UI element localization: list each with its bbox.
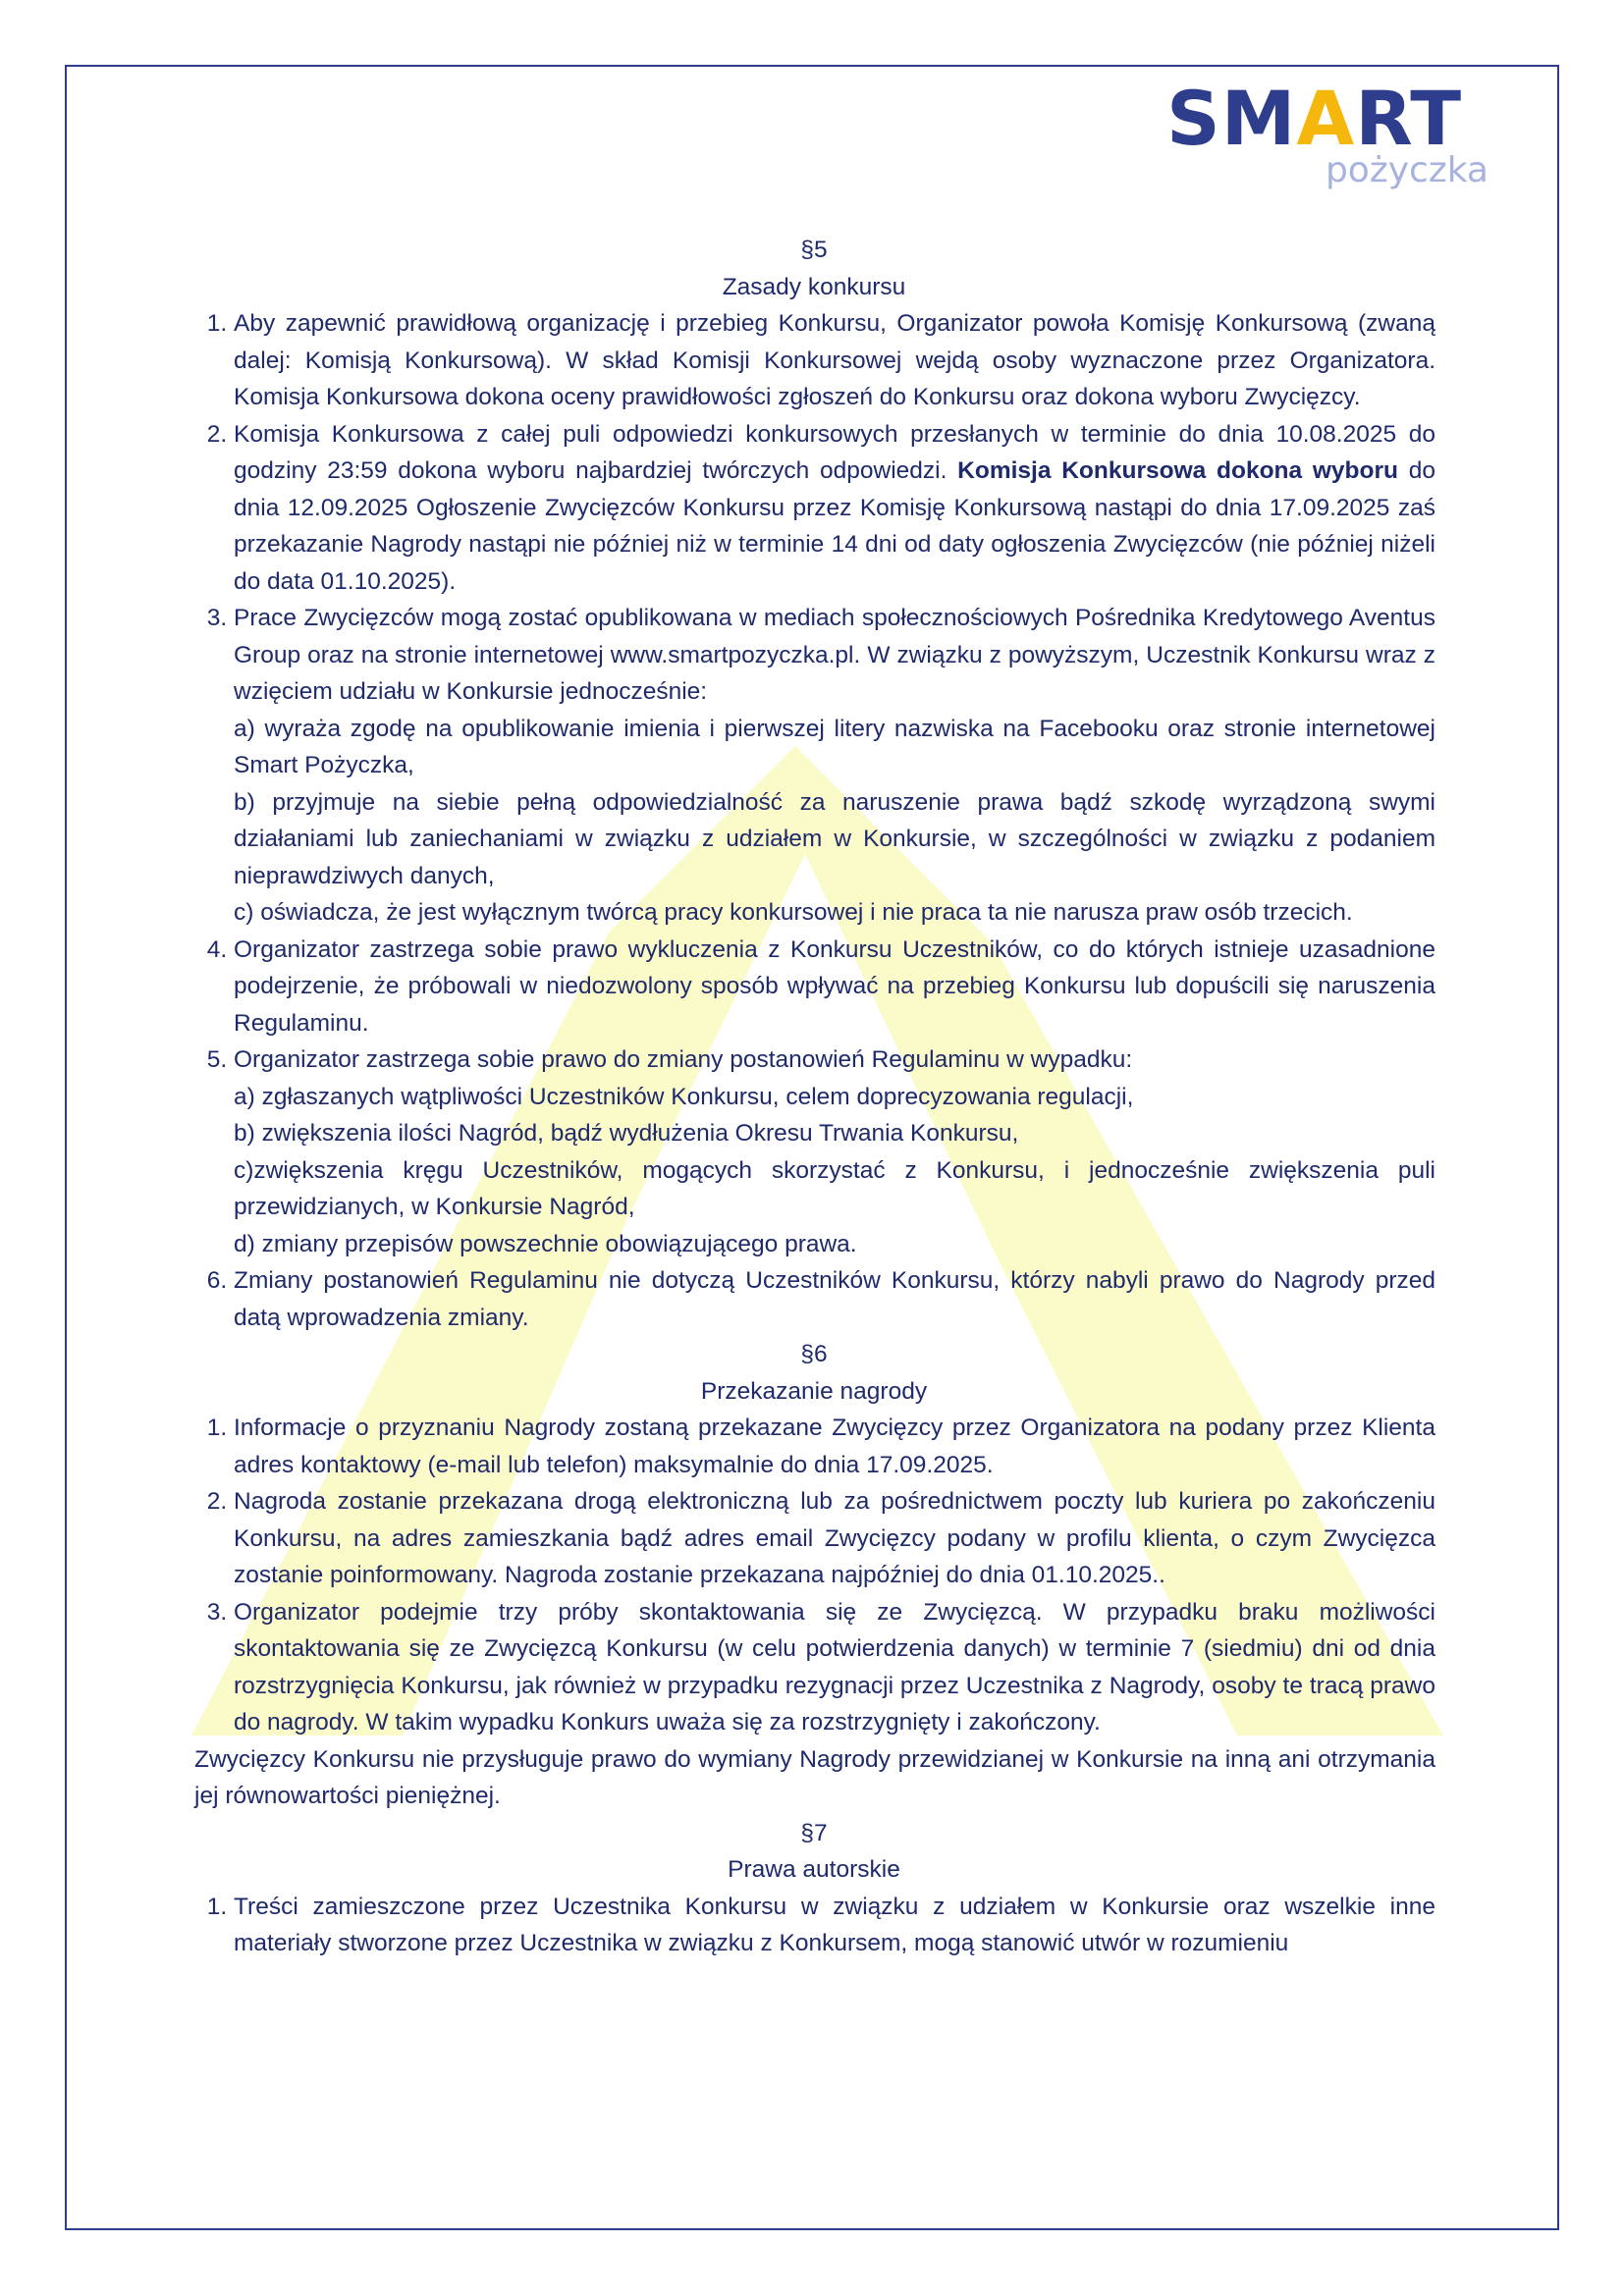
list-item: 6. Zmiany postanowień Regulaminu nie dotyczą Uczestników Konkursu, którzy nabyli prawo do Nagrody przed datą wprowadzenia zmiany. [234, 1262, 1435, 1336]
section-6-list [192, 1410, 1435, 1741]
list-item: 2. Komisja Konkursowa z całej puli odpowiedzi konkursowych przesłanych w terminie do dnia 10.08.2025 do godziny 23:59 dokona wyboru najbardziej twórczych odpowiedzi. Komisja Konkursowa dokona wyboru do dnia 12.09.2025 Ogłoszenie Zwycięzców Konkursu przez Komisję Konkursową nastąpi do dnia 17.09.2025 zaś przekazanie Nagrody nastąpi nie później niż w terminie 14 dni od daty ogłoszenia Zwycięzców (nie później niżeli do data 01.10.2025). [234, 416, 1435, 601]
list-item: 3. Organizator podejmie trzy próby skontaktowania się ze Zwycięzcą. W przypadku braku możliwości skontaktowania się ze Zwycięzcą Konkursu (w celu potwierdzenia danych) w terminie 7 (siedmiu) dni od dnia rozstrzygnięcia Konkursu, jak również w przypadku rezygnacji przez Uczestnika z Nagrody, osoby te tracą prawo do nagrody. W takim wypadku Konkurs uważa się za rozstrzygnięty i zakończony. [234, 1594, 1435, 1741]
section-6-number: §6 [800, 1341, 828, 1367]
logo-wordmark: SMART [1166, 75, 1463, 162]
section-6-title: Przekazanie nagrody [700, 1377, 928, 1405]
section-7-list [192, 1889, 1435, 1962]
section-5-number: §5 [800, 237, 828, 263]
list-item: 1. Treści zamieszczone przez Uczestnika Konkursu w związku z udziałem w Konkursie oraz wszelkie inne materiały stworzone przez Uczestnika w związku z Konkursem, mogą stanowić utwór w rozumieniu [234, 1889, 1435, 1962]
section-5-title: Zasady konkursu [722, 273, 906, 300]
document-body [192, 232, 1435, 1962]
list-item: 1. Aby zapewnić prawidłową organizację i przebieg Konkursu, Organizator powoła Komisję Konkursową (zwaną dalej: Komisją Konkursową). W skład Komisji Konkursowej wejdą osoby wyznaczone przez Organizatora. Komisja Konkursowa dokona oceny prawidłowości zgłoszeń do Konkursu oraz dokona wyboru Zwycięzcy. [234, 305, 1435, 416]
list-item: 3. Prace Zwycięzców mogą zostać opublikowana w mediach społecznościowych Pośrednika Kredytowego Aventus Group oraz na stronie internetowej www.smartpozyczka.pl. W związku z powyższym, Uczestnik Konkursu wraz z wzięciem udziału w Konkursie jednocześnie: a) wyraża zgodę na opublikowanie imienia i pierwszej litery nazwiska na Facebooku oraz stronie internetowej Smart Pożyczka, b) przyjmuje na siebie pełną odpowiedzialność za naruszenie prawa bądź szkodę wyrządzoną swymi działaniami lub zaniechaniami w związku z udziałem w Konkursie, w szczególności w związku z podaniem nieprawdziwych danych, c) oświadcza, że jest wyłącznym twórcą pracy konkursowej i nie praca ta nie narusza praw osób trzecich. [234, 600, 1435, 932]
section-6-note: Zwycięzcy Konkursu nie przysługuje prawo do wymiany Nagrody przewidzianej w Konkursie na inną ani otrzymania jej równowartości pieniężnej. [194, 1745, 1435, 1809]
list-item: 4. Organizator zastrzega sobie prawo wykluczenia z Konkursu Uczestników, co do których istnieje uzasadnione podejrzenie, że próbowali w niedozwolony sposób wpływać na przebieg Konkursu lub dopuścili się naruszenia Regulaminu. [234, 932, 1435, 1042]
smart-pozyczka-logo [1166, 77, 1506, 192]
section-7-title: Prawa autorskie [728, 1856, 900, 1883]
list-item: 5. Organizator zastrzega sobie prawo do zmiany postanowień Regulaminu w wypadku: a) zgłaszanych wątpliwości Uczestników Konkursu, celem doprecyzowania regulacji, b) zwiększenia ilości Nagród, bądź wydłużenia Okresu Trwania Konkursu, c)zwiększenia kręgu Uczestników, mogących skorzystać z Konkursu, i jednocześnie zwiększenia puli przewidzianych, w Konkursie Nagród, d) zmiany przepisów powszechnie obowiązującego prawa. [234, 1041, 1435, 1262]
list-item: 2. Nagroda zostanie przekazana drogą elektroniczną lub za pośrednictwem poczty lub kuriera po zakończeniu Konkursu, na adres zamieszkania bądź adres email Zwycięzcy podany w profilu klienta, o czym Zwycięzca zostanie poinformowany. Nagroda zostanie przekazana najpóźniej do dnia 01.10.2025.. [234, 1483, 1435, 1594]
list-item: 1. Informacje o przyznaniu Nagrody zostaną przekazane Zwycięzcy przez Organizatora na podany przez Klienta adres kontaktowy (e-mail lub telefon) maksymalnie do dnia 17.09.2025. [234, 1410, 1435, 1483]
section-7-number: §7 [800, 1819, 828, 1846]
section-5-list [192, 305, 1435, 1336]
logo-subtitle: pożyczka [1325, 150, 1489, 190]
